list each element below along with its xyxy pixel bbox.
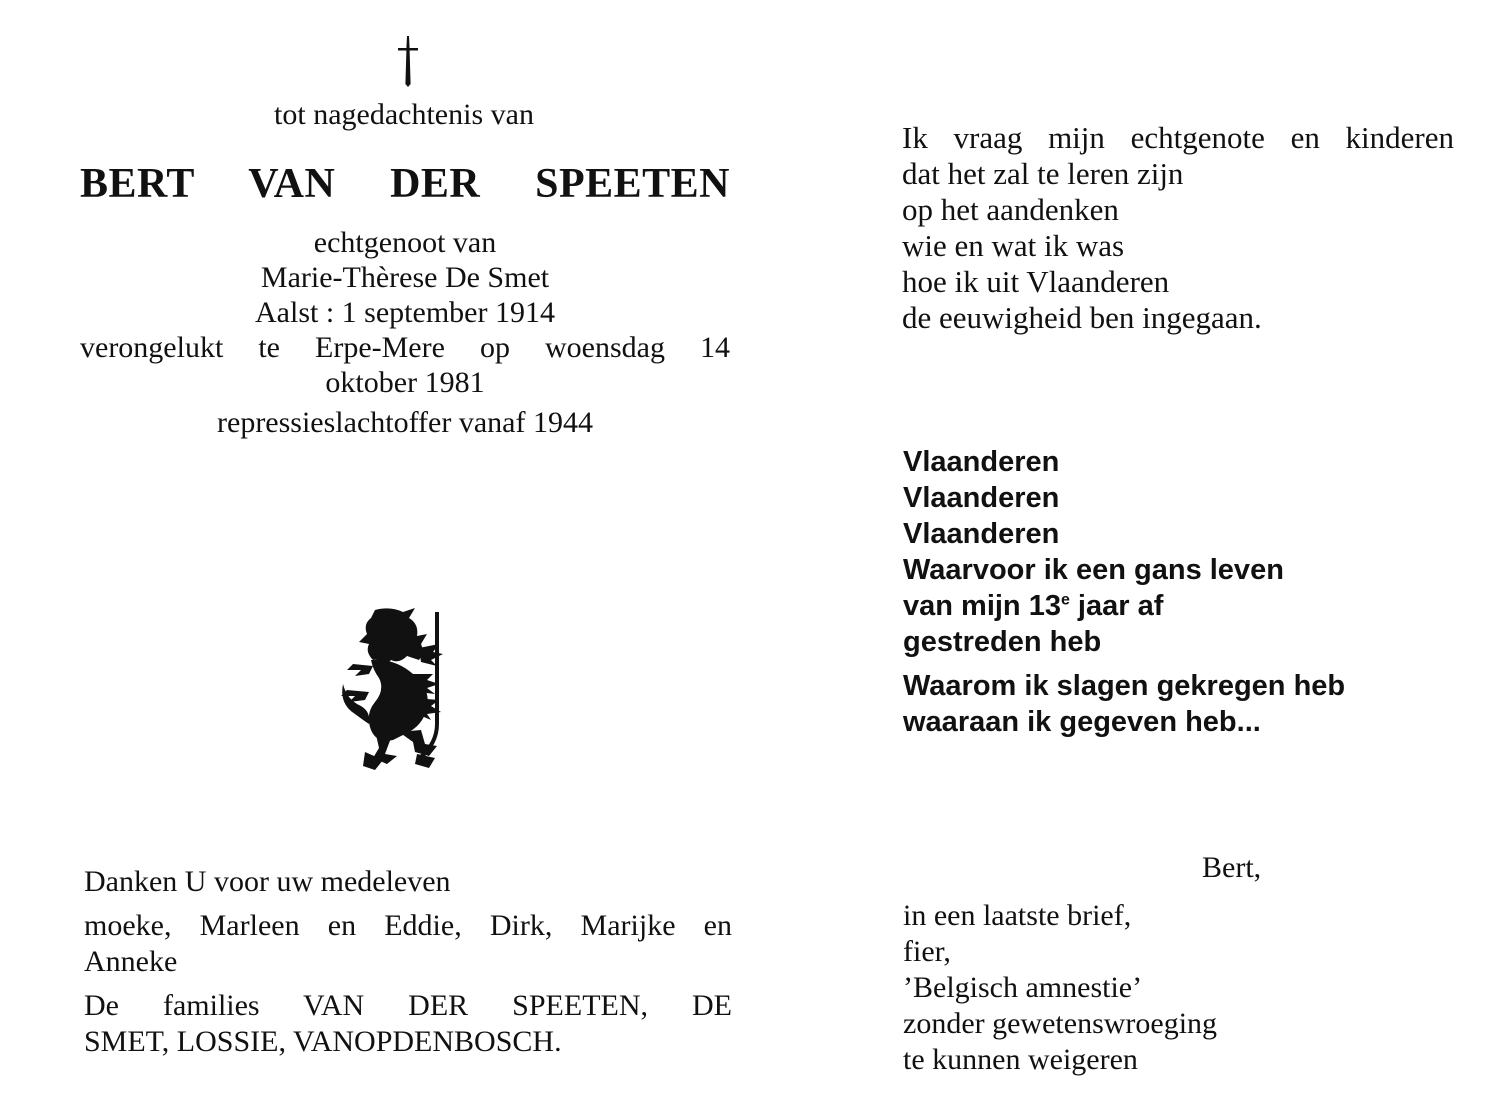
details-block	[80, 225, 730, 440]
flanders-line: waaraan ik gegeven heb...	[903, 706, 1261, 738]
closing-line: in een laatste brief,	[903, 899, 1132, 932]
thanks-block	[84, 864, 732, 1060]
victim-note: repressieslachtoffer vanaf 1944	[217, 406, 593, 439]
flanders-line: gestreden heb	[903, 626, 1102, 658]
family-line2: Anneke	[84, 945, 178, 978]
signature: Bert,	[1202, 851, 1262, 884]
poem-line: Ik vraag mijn echtgenote en kinderen	[902, 120, 1454, 155]
flanders-line: Vlaanderen	[903, 446, 1060, 478]
thanks-text: Danken U voor uw medeleven	[84, 865, 451, 898]
birth-info: Aalst : 1 september 1914	[255, 296, 555, 329]
poem-line: wie en wat ik was	[902, 228, 1125, 263]
closing-line: te kunnen weigeren	[903, 1043, 1138, 1076]
flanders-line: Waarom ik slagen gekregen heb	[903, 670, 1346, 702]
death-info-line2: oktober 1981	[325, 366, 485, 399]
poem-line: op het aandenken	[902, 192, 1119, 227]
cross-icon	[393, 34, 423, 88]
right-panel	[880, 0, 1500, 1110]
deceased-name: BERT VAN DER SPEETEN	[80, 161, 730, 207]
poem-line: de eeuwigheid ben ingegaan.	[902, 300, 1262, 335]
families-line1: De families VAN DER SPEETEN, DE	[84, 989, 732, 1022]
poem-line: hoe ik uit Vlaanderen	[902, 264, 1170, 299]
flanders-line5-post: jaar af	[1069, 590, 1164, 622]
poem-block	[902, 120, 1472, 336]
families-line2: SMET, LOSSIE, VANOPDENBOSCH.	[84, 1025, 562, 1058]
death-info-line1: verongelukt te Erpe-Mere op woensdag 14	[80, 331, 730, 364]
closing-line: ’Belgisch amnestie’	[903, 971, 1143, 1004]
spouse-name: Marie-Thèrese De Smet	[260, 261, 550, 294]
flanders-line: Vlaanderen	[903, 482, 1060, 514]
poem-line: dat het zal te leren zijn	[902, 156, 1184, 191]
flemish-lion-icon	[335, 604, 445, 776]
flanders-line5-pre: van mijn 13	[903, 590, 1061, 622]
ordinal-suffix: e	[1060, 591, 1070, 609]
intro-text: tot nagedachtenis van	[274, 98, 534, 131]
closing-line: fier,	[903, 935, 951, 968]
family-line1: moeke, Marleen en Eddie, Dirk, Marijke en	[84, 909, 732, 942]
flanders-line	[903, 588, 1423, 624]
closing-line: zonder gewetenswroeging	[903, 1007, 1218, 1040]
flanders-block	[903, 444, 1423, 740]
closing-block	[903, 898, 1423, 1078]
flanders-line: Vlaanderen	[903, 518, 1060, 550]
spouse-label: echtgenoot van	[313, 226, 497, 259]
flanders-line: Waarvoor ik een gans leven	[903, 554, 1284, 586]
